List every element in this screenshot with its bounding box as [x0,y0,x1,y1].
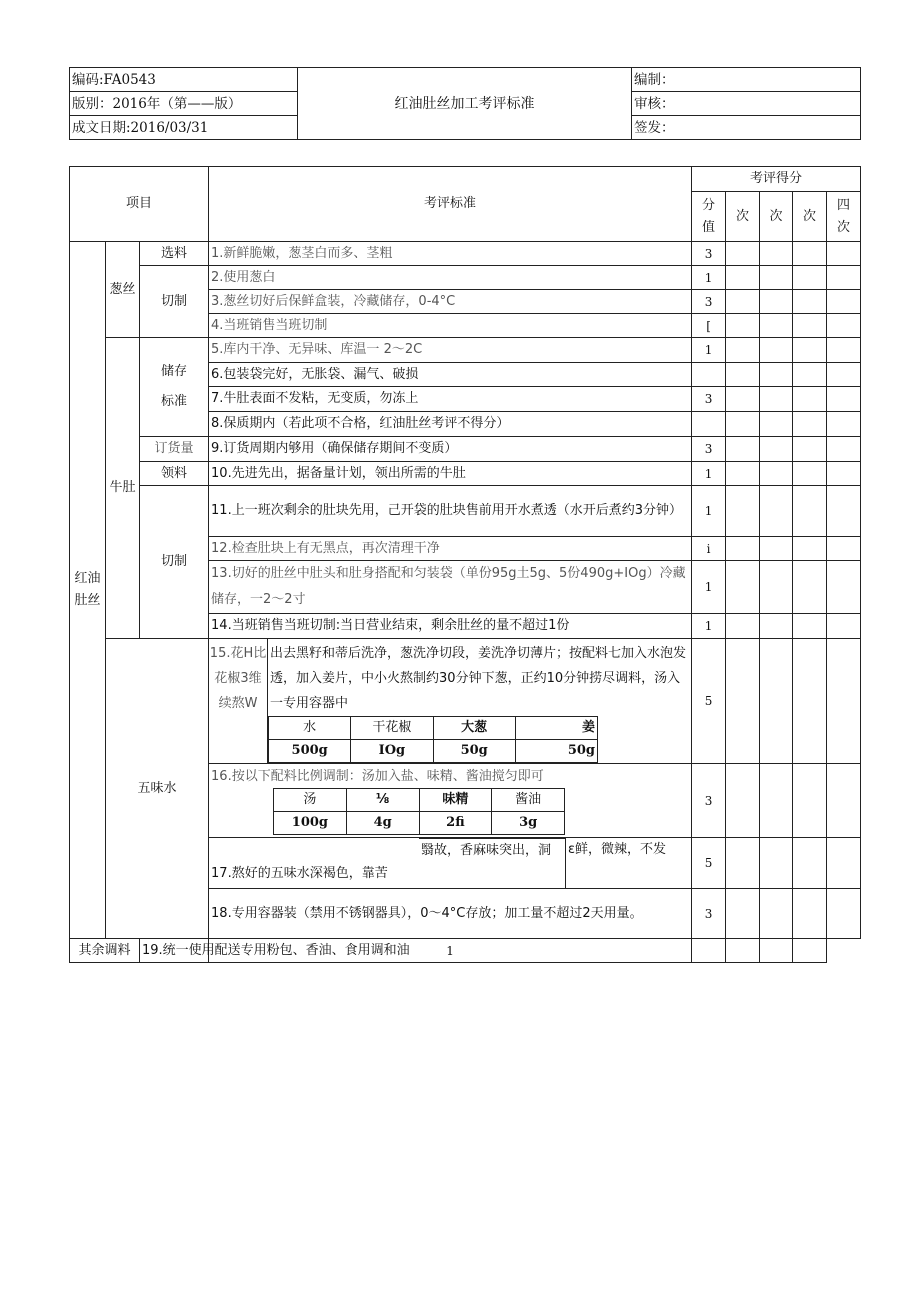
criterion-11: 11.上一班次剩余的肚块先用，己开袋的肚块售前用开水煮透（水开后煮约3分钟） [209,486,692,537]
score-cell[interactable] [760,486,793,537]
score-cell[interactable] [760,561,793,614]
criterion-16 [209,764,692,838]
criterion-15-label: 15.花H比花椒3维续熬W [209,646,267,711]
amount-scallion: 50g [433,740,515,763]
score-cell[interactable] [726,290,760,314]
score-cell[interactable] [827,561,861,614]
ingredient-ginger: 姜 [515,717,597,740]
criterion-6: 6.包装袋完好，无胀袋、漏气、破损 [209,363,692,387]
points-16: 3 [692,764,726,838]
score-cell[interactable] [827,437,861,462]
score-cell[interactable] [793,314,827,338]
score-cell[interactable] [793,838,827,889]
score-cell[interactable] [793,939,827,963]
score-cell[interactable] [827,266,861,290]
criterion-17-right: ε鲜，微辣，不发 [565,838,691,888]
ingredient-soup: 汤 [274,789,347,812]
amount-pepper: IOg [351,740,433,763]
points-14: 1 [692,614,726,639]
doc-code: 编码:FA0543 [70,68,298,92]
points-18: 3 [692,889,726,939]
score-cell[interactable] [760,338,793,363]
score-cell[interactable] [827,338,861,363]
score-cell[interactable] [793,764,827,838]
points-8 [692,412,726,437]
score-cell[interactable] [793,462,827,486]
score-cell[interactable] [793,242,827,266]
ingredient-scallion: 大葱 [433,717,515,740]
doc-title: 红油肚丝加工考评标准 [298,68,632,140]
score-cell[interactable] [827,363,861,387]
evaluation-table [69,166,861,963]
points-12: i [692,537,726,561]
criterion-14: 14.当班销售当班切制:当日营业结束，剩余肚丝的量不超过1份 [209,614,692,639]
score-cell[interactable] [760,537,793,561]
col-header-item: 项目 [70,167,209,242]
points-9: 3 [692,437,726,462]
criterion-18: 18.专用容器装（禁用不锈钢器具），0～4°C存放；加工量不超过2天用量。 [209,889,692,939]
ingredient-soy: 酱油 [492,789,565,812]
score-cell[interactable] [726,242,760,266]
group-tripe: 牛肚 [106,338,140,639]
score-cell[interactable] [726,939,760,963]
score-cell[interactable] [827,537,861,561]
score-cell[interactable] [726,462,760,486]
sub-cut-scallion: 切制 [140,266,209,338]
score-cell[interactable] [827,614,861,639]
score-cell[interactable] [760,363,793,387]
score-cell[interactable] [760,242,793,266]
ingredient-pepper: 干花椒 [351,717,433,740]
score-cell[interactable] [760,939,793,963]
score-cell[interactable] [760,764,793,838]
criterion-16-text: 16.按以下配料比例调制：汤加入盐、味精、酱油搅匀即可 [211,769,544,784]
points-1: 3 [692,242,726,266]
criterion-3: 3.葱丝切好后保鲜盒装，冷藏储存，0-4°C [209,290,692,314]
col-header-time1: 次 [726,192,760,242]
ingredient-salt: ⅛ [346,789,419,812]
score-cell[interactable] [827,314,861,338]
criterion-17-mid: 翳故，香麻味突出，洞 [419,838,565,888]
score-cell[interactable] [726,838,760,889]
ingredient-water: 水 [269,717,351,740]
score-cell[interactable] [726,486,760,537]
group-red-oil-tripe: 红油 肚丝 [70,242,106,939]
doc-issuer: 签发： [632,116,861,140]
amount-msg: 2fi [419,812,492,835]
score-cell[interactable] [827,486,861,537]
score-cell[interactable] [760,437,793,462]
score-cell[interactable] [726,889,760,939]
col-header-time3: 次 [793,192,827,242]
criterion-4: 4.当班销售当班切制 [209,314,692,338]
score-cell[interactable] [827,764,861,838]
col-header-time4: 四 次 [827,192,861,242]
sub-cut-tripe: 切制 [140,486,209,639]
group-scallion: 葱丝 [106,242,140,338]
points-7: 3 [692,387,726,412]
recipe-table-15 [268,716,598,763]
criterion-2: 2.使用葱白 [209,266,692,290]
score-cell[interactable] [827,242,861,266]
score-cell[interactable] [726,266,760,290]
sub-select: 选料 [140,242,209,266]
criterion-19: 19.统一使用配送专用粉包、香油、食用调和油 [140,939,209,963]
score-cell[interactable] [827,462,861,486]
score-cell[interactable] [793,889,827,939]
criterion-9: 9.订货周期内够用（确保储存期间不变质） [209,437,692,462]
amount-soy: 3g [492,812,565,835]
points-5: 1 [692,338,726,363]
score-cell[interactable] [793,614,827,639]
score-cell[interactable] [793,290,827,314]
score-cell[interactable] [726,437,760,462]
ingredient-msg: 味精 [419,789,492,812]
score-cell[interactable] [760,266,793,290]
score-cell[interactable] [726,614,760,639]
score-cell[interactable] [793,639,827,764]
amount-ginger: 50g [515,740,597,763]
document-header [69,67,861,140]
criterion-13: 13.切好的肚丝中肚头和肚身搭配和匀装袋（单份95g土5g、5份490g+IOg）冷藏储存，一2～2寸 [209,561,692,614]
score-cell[interactable] [827,412,861,437]
score-cell[interactable] [760,838,793,889]
recipe-table-16 [273,788,565,835]
col-header-points: 分 值 [692,192,726,242]
points-11: 1 [692,486,726,537]
points-15: 5 [692,639,726,764]
points-19: 1 [209,939,692,963]
amount-water: 500g [269,740,351,763]
doc-editor: 编制： [632,68,861,92]
criterion-15-text: 出去黑籽和蒂后洗净，葱洗净切段，姜洗净切薄片；按配料七加入水泡发透，加入姜片，中小火熬制约30分钟下葱，正约10分钟捞尽调料，汤入一专用容器中 [270,646,687,711]
criterion-1: 1.新鲜脆嫩，葱茎白而多、茎粗 [209,242,692,266]
criterion-15 [209,639,692,764]
score-cell[interactable] [793,486,827,537]
doc-version: 版别：2016年（第——版） [70,92,298,116]
score-cell[interactable] [760,889,793,939]
score-cell[interactable] [827,889,861,939]
score-cell[interactable] [726,412,760,437]
col-header-time2: 次 [760,192,793,242]
score-cell[interactable] [692,939,726,963]
sub-order: 订货量 [140,437,209,462]
points-4: [ [692,314,726,338]
score-cell[interactable] [726,639,760,764]
criterion-17-text: 17.熬好的五味水深褐色，靠苦 [211,866,388,881]
score-cell[interactable] [760,387,793,412]
criterion-8: 8.保质期内（若此项不合格，红油肚丝考评不得分） [209,412,692,437]
points-2: 1 [692,266,726,290]
criterion-7: 7.牛肚表面不发粘，无变质，勿冻上 [209,387,692,412]
score-cell[interactable] [726,314,760,338]
col-header-standard: 考评标准 [209,167,692,242]
score-cell[interactable] [793,266,827,290]
points-17: 5 [692,838,726,889]
doc-date: 成文日期:2016/03/31 [70,116,298,140]
score-cell[interactable] [793,363,827,387]
sub-receive: 领料 [140,462,209,486]
score-cell[interactable] [793,387,827,412]
score-cell[interactable] [726,363,760,387]
score-cell[interactable] [726,764,760,838]
score-cell[interactable] [760,614,793,639]
doc-reviewer: 审核： [632,92,861,116]
score-cell[interactable] [726,387,760,412]
sub-storage: 储存 标准 [140,338,209,437]
points-6 [692,363,726,387]
group-five-flavor-water: 五味水 [106,639,209,939]
amount-salt: 4g [346,812,419,835]
score-cell[interactable] [793,412,827,437]
points-3: 3 [692,290,726,314]
score-cell[interactable] [793,437,827,462]
group-other-seasoning: 其余调料 [70,939,140,963]
criterion-12: 12.检查肚块上有无黑点，再次清理干净 [209,537,692,561]
criterion-10: 10.先进先出，据备量计划，领出所需的牛肚 [209,462,692,486]
score-cell[interactable] [827,639,861,764]
amount-soup: 100g [274,812,347,835]
criterion-17 [209,838,692,889]
score-cell[interactable] [760,290,793,314]
score-cell[interactable] [793,338,827,363]
score-cell[interactable] [726,561,760,614]
score-cell[interactable] [827,290,861,314]
score-cell[interactable] [793,537,827,561]
points-10: 1 [692,462,726,486]
score-cell[interactable] [760,314,793,338]
col-header-score: 考评得分 [692,167,861,192]
score-cell[interactable] [760,462,793,486]
score-cell[interactable] [760,412,793,437]
criterion-5: 5.库内干净、无异味、库温一 2～2C [209,338,692,363]
score-cell[interactable] [726,338,760,363]
score-cell[interactable] [827,387,861,412]
points-13: 1 [692,561,726,614]
score-cell[interactable] [793,561,827,614]
score-cell[interactable] [760,639,793,764]
score-cell[interactable] [726,537,760,561]
score-cell[interactable] [827,838,861,889]
